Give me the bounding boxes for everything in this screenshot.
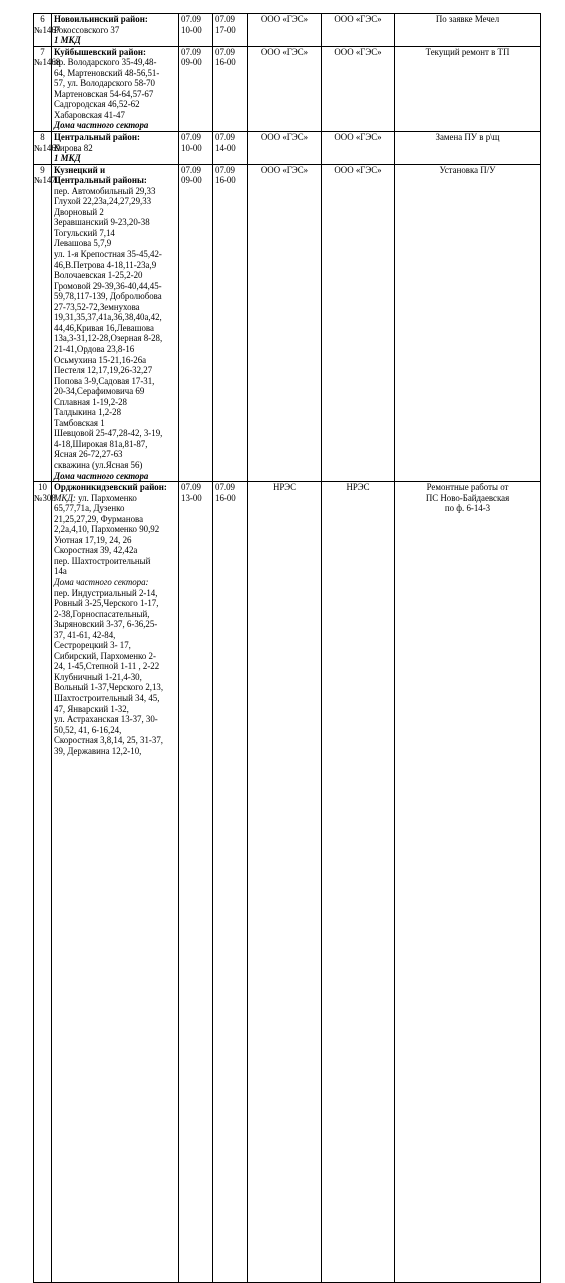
reason-cell: Установка П/У [395, 164, 541, 481]
address-line: Ясная 26-72,27-63 [54, 449, 123, 460]
organization-cell: ООО «ГЭС» [248, 132, 322, 165]
address-line: Мартеновская 54-64,57-67 [54, 88, 154, 99]
address-line: 14а [54, 566, 67, 577]
start-date: 07.09 [181, 164, 201, 175]
district-name: Орджоникидзевский район: [54, 482, 167, 493]
address-line: Клубничный 1-21,4-30, [54, 671, 142, 682]
reason-cell [395, 482, 541, 1283]
private-sector-label: Дома частного сектора: [54, 576, 149, 587]
address-line: 21,25,27,29, Фурманова [54, 513, 144, 524]
row-number-cell [34, 164, 61, 481]
end-date: 07.09 [215, 164, 235, 175]
end-date: 07.09 [215, 482, 235, 493]
address-line: 13а,3-31,12-28,Озерная 8-28, [54, 333, 163, 344]
address-cell [52, 482, 179, 1283]
reason-line: Ремонтные работы от [426, 482, 509, 493]
address-line: скважина (ул.Ясная 56) [54, 459, 143, 470]
address-line: 4-18,Широкая 81а,81-87, [54, 438, 148, 449]
contractor-cell: ООО «ГЭС» [322, 46, 395, 131]
address-line: Дворновый 2 [54, 206, 104, 217]
request-code: №1468 [34, 57, 61, 68]
request-code: №1469 [34, 142, 61, 153]
address-line: 37, 41-61, 42-84, [54, 629, 116, 640]
address-line: Уютная 17,19, 24, 26 [54, 534, 132, 545]
start-cell [179, 14, 213, 47]
address-line: Осьмухина 15-21,16-26а [54, 354, 147, 365]
start-cell [179, 132, 213, 165]
address-line: Тамбовская 1 [54, 417, 105, 428]
address-line: Скоростная 39, 42,42а [54, 545, 138, 556]
reason-line: по ф. 6-14-3 [444, 503, 491, 514]
request-code: №1470 [34, 175, 61, 186]
address-line: 19,31,35,37,41а,36,38,40а,42, [54, 312, 162, 323]
reason-cell: Замена ПУ в р\щ [395, 132, 541, 165]
address-line: Шахтостроительный 34, 45, [54, 693, 160, 703]
address-line: Зеравшанский 9-23,20-38 [54, 217, 150, 228]
reason-line: ПС Ново-Байдаевская [425, 492, 510, 503]
address-line: Кирова 82 [54, 142, 93, 153]
row-number: 9 [40, 164, 45, 175]
contractor-cell: ООО «ГЭС» [322, 132, 395, 165]
address-line: Садгородская 46,52-62 [54, 99, 140, 110]
address-line: Хабаровская 41-47 [54, 109, 125, 120]
address-line: 64, Мартеновский 48-56,51- [54, 67, 160, 78]
end-time: 16-00 [215, 492, 236, 503]
row-number-cell [34, 132, 61, 165]
building-count: 1 МКД [54, 153, 81, 164]
address-line: Вольный 1-37,Черского 2,13, [54, 682, 164, 693]
address-line: 21-41,Ордова 23,8-16 [54, 343, 135, 354]
address-line: 44,46,Кривая 16,Левашова [54, 322, 154, 333]
district-name: Центральный районы: [54, 175, 147, 186]
reason-cell: Текущий ремонт в ТП [395, 46, 541, 131]
end-cell [213, 482, 248, 1283]
address-line: Сплавная 1-19,2-28 [54, 396, 127, 407]
address-line: ул. 1-я Крепостная 35-45,42- [54, 249, 162, 260]
end-time: 17-00 [215, 24, 236, 35]
address-line: Ровный 3-25,Черского 1-17, [54, 598, 159, 609]
start-date: 07.09 [181, 132, 201, 143]
building-count: 1 МКД [54, 35, 81, 46]
start-time: 10-00 [181, 142, 202, 153]
start-date: 07.09 [181, 482, 201, 493]
address-line: 47, Январский 1-32, [54, 703, 129, 714]
address-cell [52, 46, 179, 131]
end-date: 07.09 [215, 132, 235, 143]
address-line: Левашова 5,7,9 [54, 238, 112, 249]
address-line: Талдыкина 1,2-28 [54, 407, 122, 418]
row-number: 6 [40, 14, 45, 24]
address-line: Громовой 29-39,36-40,44,45- [54, 280, 162, 291]
contractor-cell: ООО «ГЭС» [322, 164, 395, 481]
start-date: 07.09 [181, 14, 201, 24]
start-time: 09-00 [181, 175, 202, 186]
district-name: Куйбышевский район: [54, 46, 146, 57]
address-line: 39, Державина 12,2-10, [54, 745, 142, 756]
address-line: 50,52, 41, 6-16,24, [54, 724, 122, 735]
start-cell [179, 164, 213, 481]
private-sector-note: Дома частного сектора [54, 120, 149, 131]
address-line: 65,77,71а, Дузенко [54, 503, 125, 514]
organization-cell: ООО «ГЭС» [248, 164, 322, 481]
address-cell [52, 14, 179, 47]
request-code: №1467 [34, 24, 61, 35]
start-date: 07.09 [181, 46, 201, 57]
address-line: 2-38,Горноспасательный, [54, 608, 150, 619]
address-line: Сибирский, Пархоменко 2- [54, 650, 156, 661]
request-code: №308 [34, 492, 56, 503]
private-sector-note: Дома частного сектора [54, 470, 149, 481]
start-cell [179, 46, 213, 131]
address-line: 57, ул. Володарского 58-70 [54, 78, 155, 89]
row-number-cell [34, 14, 61, 47]
address-line: пр. Володарского 35-49,48- [54, 57, 157, 68]
contractor-cell: НРЭС [322, 482, 395, 1283]
organization-cell: ООО «ГЭС» [248, 46, 322, 131]
address-line: Волочаевская 1-25,2-20 [54, 270, 143, 281]
address-line: 27-73,52-72,Земнухова [54, 301, 140, 312]
address-line: Шевцовой 25-47,28-42, 3-19, [54, 428, 163, 439]
address-line: Глухой 22,23а,24,27,29,33 [54, 196, 152, 207]
row-number-cell [34, 46, 61, 131]
row-number: 8 [40, 132, 45, 143]
end-time: 16-00 [215, 175, 236, 186]
address-line: пер. Автомобильный 29,33 [54, 185, 156, 196]
end-date: 07.09 [215, 14, 235, 24]
end-cell [213, 46, 248, 131]
address-line: пер. Шахтостроительный [54, 555, 151, 566]
address-line: ул. Астраханская 13-37, 30- [54, 714, 158, 725]
address-line: 2,2а,4,10, Пархоменко 90,92 [54, 524, 160, 535]
organization-cell: НРЭС [248, 482, 322, 1283]
start-time: 09-00 [181, 57, 202, 68]
table-row [34, 164, 541, 481]
address-line: Сестрорецкий 3- 17, [54, 640, 131, 651]
row-number: 10 [38, 482, 47, 493]
mkd-label: МКД: [54, 492, 76, 503]
contractor-cell: ООО «ГЭС» [322, 14, 395, 47]
district-name: Кузнецкий и [54, 164, 106, 175]
end-time: 14-00 [215, 142, 236, 153]
address-line: 24, 1-45,Степной 1-11 , 2-22 [54, 661, 160, 672]
start-time: 10-00 [181, 24, 202, 35]
address-cell [52, 164, 179, 481]
address-line: 20-34,Серафимовича 69 [54, 386, 145, 397]
end-cell [213, 14, 248, 47]
end-cell [213, 132, 248, 165]
address-line: Пестеля 12,17,19,26-32,27 [54, 365, 153, 376]
start-time: 13-00 [181, 492, 202, 503]
address-line: 59,78,117-139, Добролюбова [54, 291, 162, 302]
address-line: Зыряновский 3-37, 6-36,25- [54, 619, 158, 630]
address-line: 46,В.Петрова 4-18,11-23а,9 [54, 259, 157, 270]
start-cell [179, 482, 213, 1283]
address-line: Попова 3-9,Садовая 17-31, [54, 375, 155, 386]
row-number-cell [34, 482, 56, 1283]
end-cell [213, 164, 248, 481]
address-line: Скоростная 3,8,14, 25, 31-37, [54, 735, 163, 746]
table-row [34, 482, 541, 1283]
district-name: Новоильинский район: [54, 14, 148, 24]
table-row [34, 132, 541, 165]
table-row [34, 14, 541, 47]
address-line: Рокоссовского 37 [54, 24, 120, 35]
table-row [34, 46, 541, 131]
address-line: Тогульский 7,14 [54, 227, 115, 238]
outage-schedule-table [33, 13, 541, 1283]
end-date: 07.09 [215, 46, 235, 57]
organization-cell: ООО «ГЭС» [248, 14, 322, 47]
mkd-line [54, 493, 176, 504]
row-number: 7 [40, 46, 45, 57]
district-name: Центральный район: [54, 132, 140, 143]
end-time: 16-00 [215, 57, 236, 68]
reason-cell: По заявке Мечел [395, 14, 541, 47]
address-cell [52, 132, 179, 165]
address-line: пер. Индустриальный 2-14, [54, 587, 158, 598]
mkd-first-address: ул. Пархоменко [75, 492, 137, 503]
